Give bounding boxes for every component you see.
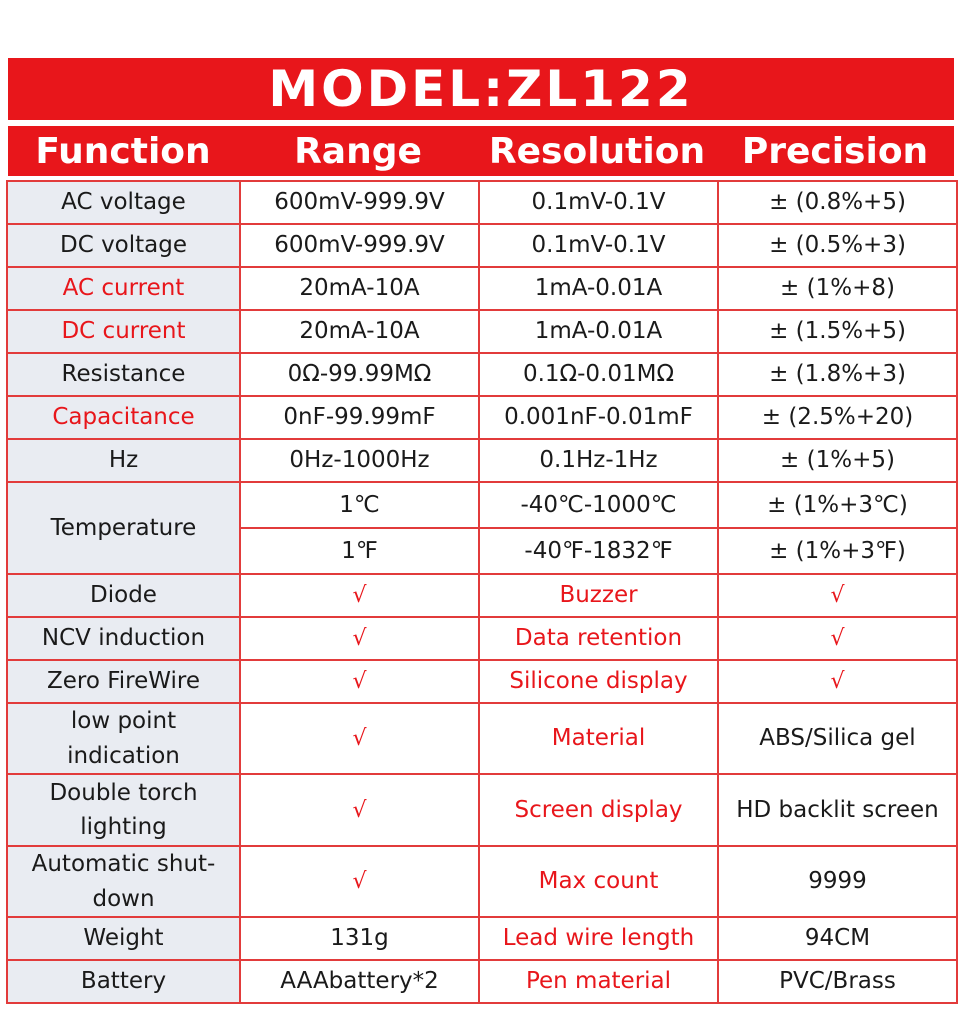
precision-cell: PVC/Brass [718, 960, 957, 1003]
spec-table [6, 180, 958, 1004]
range-check-cell [240, 617, 479, 660]
range-cell: 1℃ [240, 482, 479, 528]
table-header-bar [8, 126, 954, 176]
range-check-cell [240, 660, 479, 703]
range-cell: 600mV-999.9V [240, 224, 479, 267]
table-row [7, 181, 957, 224]
feature-cell: Data retention [479, 617, 718, 660]
feature-cell: Silicone display [479, 660, 718, 703]
precision-cell: ± (0.5%+3) [718, 224, 957, 267]
model-title-bar [8, 58, 954, 120]
resolution-cell: 0.001nF-0.01mF [479, 396, 718, 439]
range-cell: 20mA-10A [240, 310, 479, 353]
range-check-cell [240, 774, 479, 846]
precision-cell: ± (0.8%+5) [718, 181, 957, 224]
resolution-cell: 0.1mV-0.1V [479, 181, 718, 224]
range-cell: 0nF-99.99mF [240, 396, 479, 439]
precision-check-cell [718, 574, 957, 617]
function-cell: AC voltage [7, 181, 240, 224]
feature-cell: Buzzer [479, 574, 718, 617]
check-mark-icon: √ [352, 583, 367, 609]
range-cell: 20mA-10A [240, 267, 479, 310]
check-mark-icon: √ [352, 797, 367, 823]
resolution-cell: 0.1Ω-0.01MΩ [479, 353, 718, 396]
precision-cell: ± (2.5%+20) [718, 396, 957, 439]
table-row [7, 353, 957, 396]
table-row [7, 574, 957, 617]
resolution-cell: -40℃-1000℃ [479, 482, 718, 528]
range-check-cell [240, 846, 479, 917]
range-cell: 0Ω-99.99MΩ [240, 353, 479, 396]
check-mark-icon: √ [830, 626, 845, 652]
table-row [7, 846, 957, 917]
resolution-cell: 0.1Hz-1Hz [479, 439, 718, 482]
header-function: Function [35, 130, 211, 172]
check-mark-icon: √ [830, 669, 845, 695]
resolution-cell: 1mA-0.01A [479, 267, 718, 310]
check-mark-icon: √ [830, 583, 845, 609]
check-mark-icon: √ [352, 726, 367, 752]
resolution-cell: 0.1mV-0.1V [479, 224, 718, 267]
function-cell: NCV induction [7, 617, 240, 660]
precision-cell: 94CM [718, 917, 957, 960]
table-row [7, 439, 957, 482]
function-cell: DC voltage [7, 224, 240, 267]
precision-cell: ± (1%+3℃) [718, 482, 957, 528]
function-cell: Diode [7, 574, 240, 617]
function-cell: Zero FireWire [7, 660, 240, 703]
function-cell: Temperature [7, 482, 240, 574]
feature-cell: Material [479, 703, 718, 774]
table-row [7, 396, 957, 439]
range-cell: 600mV-999.9V [240, 181, 479, 224]
function-cell: AC current [7, 267, 240, 310]
precision-cell: 9999 [718, 846, 957, 917]
range-cell: AAAbattery*2 [240, 960, 479, 1003]
function-cell: low point indication [7, 703, 240, 774]
table-row [7, 310, 957, 353]
header-resolution: Resolution [488, 130, 706, 172]
precision-cell: ± (1%+8) [718, 267, 957, 310]
precision-cell: ABS/Silica gel [718, 703, 957, 774]
range-check-cell [240, 574, 479, 617]
function-cell: Capacitance [7, 396, 240, 439]
feature-cell: Screen display [479, 774, 718, 846]
precision-cell: HD backlit screen [718, 774, 957, 846]
check-mark-icon: √ [352, 669, 367, 695]
range-cell: 0Hz-1000Hz [240, 439, 479, 482]
table-row [7, 482, 957, 528]
check-mark-icon: √ [352, 869, 367, 895]
function-cell: Battery [7, 960, 240, 1003]
resolution-cell: 1mA-0.01A [479, 310, 718, 353]
function-cell: Weight [7, 917, 240, 960]
feature-cell: Max count [479, 846, 718, 917]
feature-cell: Pen material [479, 960, 718, 1003]
table-row [7, 660, 957, 703]
table-row [7, 224, 957, 267]
table-row [7, 703, 957, 774]
check-mark-icon: √ [352, 626, 367, 652]
function-cell: Hz [7, 439, 240, 482]
table-row [7, 774, 957, 846]
precision-cell: ± (1%+5) [718, 439, 957, 482]
precision-cell: ± (1.5%+5) [718, 310, 957, 353]
table-row [7, 960, 957, 1003]
range-cell: 131g [240, 917, 479, 960]
table-row [7, 267, 957, 310]
resolution-cell: -40℉-1832℉ [479, 528, 718, 574]
table-row [7, 617, 957, 660]
feature-cell: Lead wire length [479, 917, 718, 960]
function-cell: DC current [7, 310, 240, 353]
header-precision: Precision [741, 130, 929, 172]
function-cell: Double torch lighting [7, 774, 240, 846]
precision-cell: ± (1%+3℉) [718, 528, 957, 574]
precision-check-cell [718, 660, 957, 703]
header-range: Range [294, 130, 422, 172]
range-check-cell [240, 703, 479, 774]
precision-check-cell [718, 617, 957, 660]
function-cell: Resistance [7, 353, 240, 396]
table-row [7, 917, 957, 960]
function-cell: Automatic shut-down [7, 846, 240, 917]
model-title: MODEL:ZL122 [268, 60, 694, 118]
precision-cell: ± (1.8%+3) [718, 353, 957, 396]
range-cell: 1℉ [240, 528, 479, 574]
